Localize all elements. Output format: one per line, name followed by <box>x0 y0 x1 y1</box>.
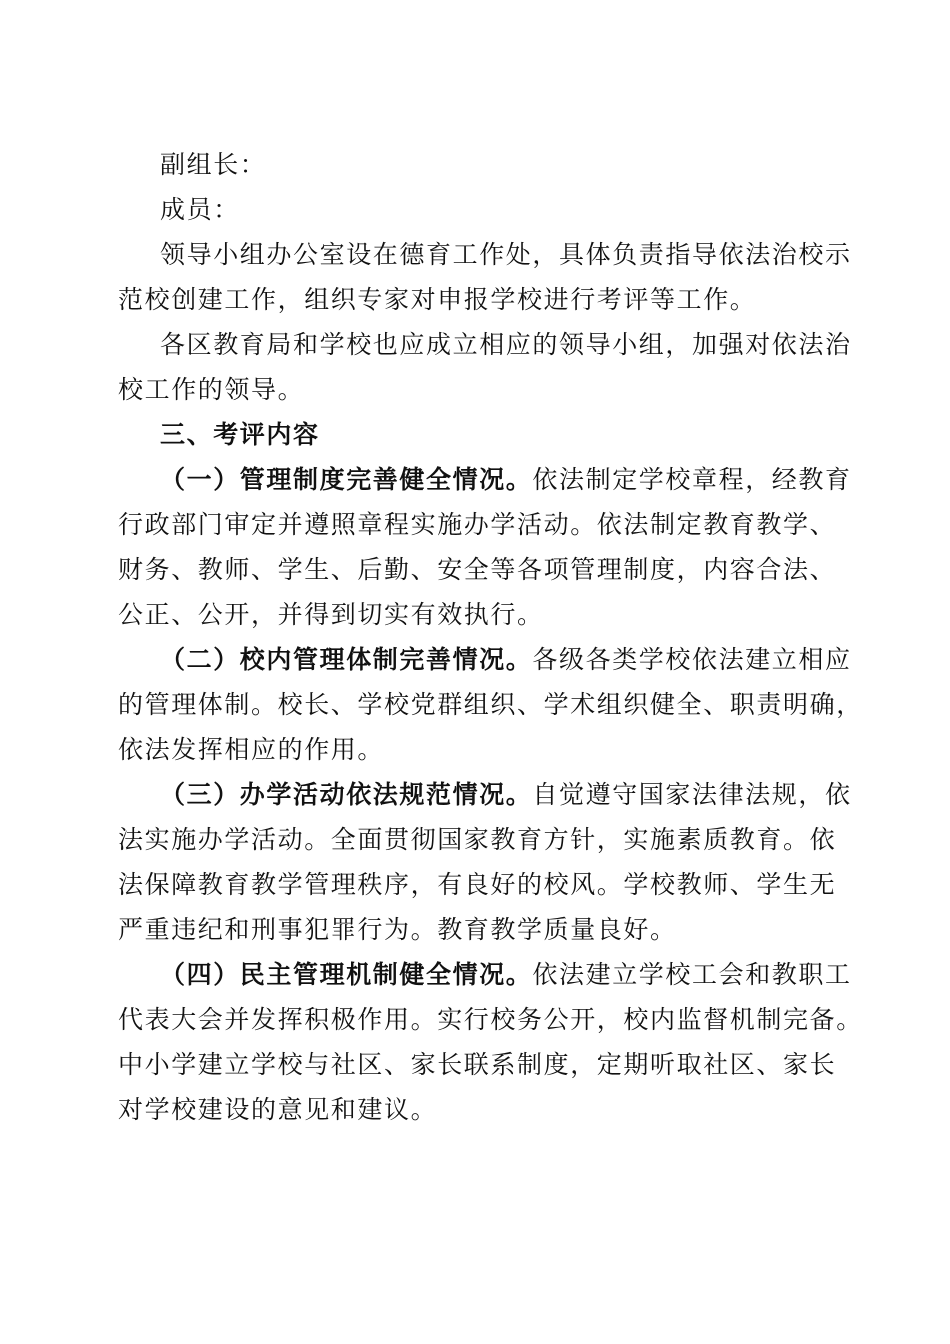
item-3-line: 法保障教育教学管理秩序，有良好的校风。学校教师、学生无 <box>118 870 837 899</box>
item-1-line: 财务、教师、学生、后勤、安全等各项管理制度，内容合法、 <box>118 555 837 584</box>
office-paragraph-line: 领导小组办公室设在德育工作处，具体负责指导依法治校示 <box>160 240 852 269</box>
item-3-text: 自觉遵守国家法律法规，依 <box>532 780 852 809</box>
document-body <box>118 142 863 1132</box>
district-paragraph-line: 各区教育局和学校也应成立相应的领导小组，加强对依法治 <box>160 330 852 359</box>
office-paragraph <box>118 232 852 322</box>
item-1-line: 行政部门审定并遵照章程实施办学活动。依法制定教育教学、 <box>118 510 837 539</box>
item-4-line: 中小学建立学校与社区、家长联系制度，定期听取社区、家长 <box>118 1050 837 1079</box>
item-2-heading: （二）校内管理体制完善情况。 <box>160 645 533 674</box>
item-4-text: 依法建立学校工会和教职工 <box>532 960 852 989</box>
item-2-line: 的管理体制。校长、学校党群组织、学术组织健全、职责明确， <box>118 690 863 719</box>
item-4-heading: （四）民主管理机制健全情况。 <box>160 960 533 989</box>
item-2-line: 依法发挥相应的作用。 <box>118 735 385 764</box>
item-4-paragraph <box>118 952 863 1132</box>
item-4-first-line <box>118 952 852 997</box>
item-2-paragraph <box>118 637 863 772</box>
district-paragraph <box>118 322 852 412</box>
deputy-leader-label: 副组长： <box>160 150 267 179</box>
item-3-line: 法实施办学活动。全面贯彻国家教育方针，实施素质教育。依 <box>118 825 837 854</box>
members-label: 成员： <box>160 195 240 224</box>
item-1-first-line <box>118 457 852 502</box>
item-2-text: 各级各类学校依法建立相应 <box>532 645 852 674</box>
district-paragraph-line: 校工作的领导。 <box>118 375 305 404</box>
item-1-text: 依法制定学校章程，经教育 <box>532 465 852 494</box>
item-3-first-line <box>118 772 852 817</box>
office-paragraph-line: 范校创建工作，组织专家对申报学校进行考评等工作。 <box>118 285 757 314</box>
section-three-title: 三、考评内容 <box>160 420 320 449</box>
item-3-line: 严重违纪和刑事犯罪行为。教育教学质量良好。 <box>118 915 677 944</box>
item-1-paragraph <box>118 457 852 637</box>
item-3-paragraph <box>118 772 852 952</box>
item-4-line: 对学校建设的意见和建议。 <box>118 1095 438 1124</box>
item-4-line: 代表大会并发挥积极作用。实行校务公开，校内监督机制完备。 <box>118 1005 863 1034</box>
item-1-heading: （一）管理制度完善健全情况。 <box>160 465 533 494</box>
item-2-first-line <box>118 637 852 682</box>
item-1-line: 公正、公开，并得到切实有效执行。 <box>118 600 544 629</box>
item-3-heading: （三）办学活动依法规范情况。 <box>160 780 533 809</box>
